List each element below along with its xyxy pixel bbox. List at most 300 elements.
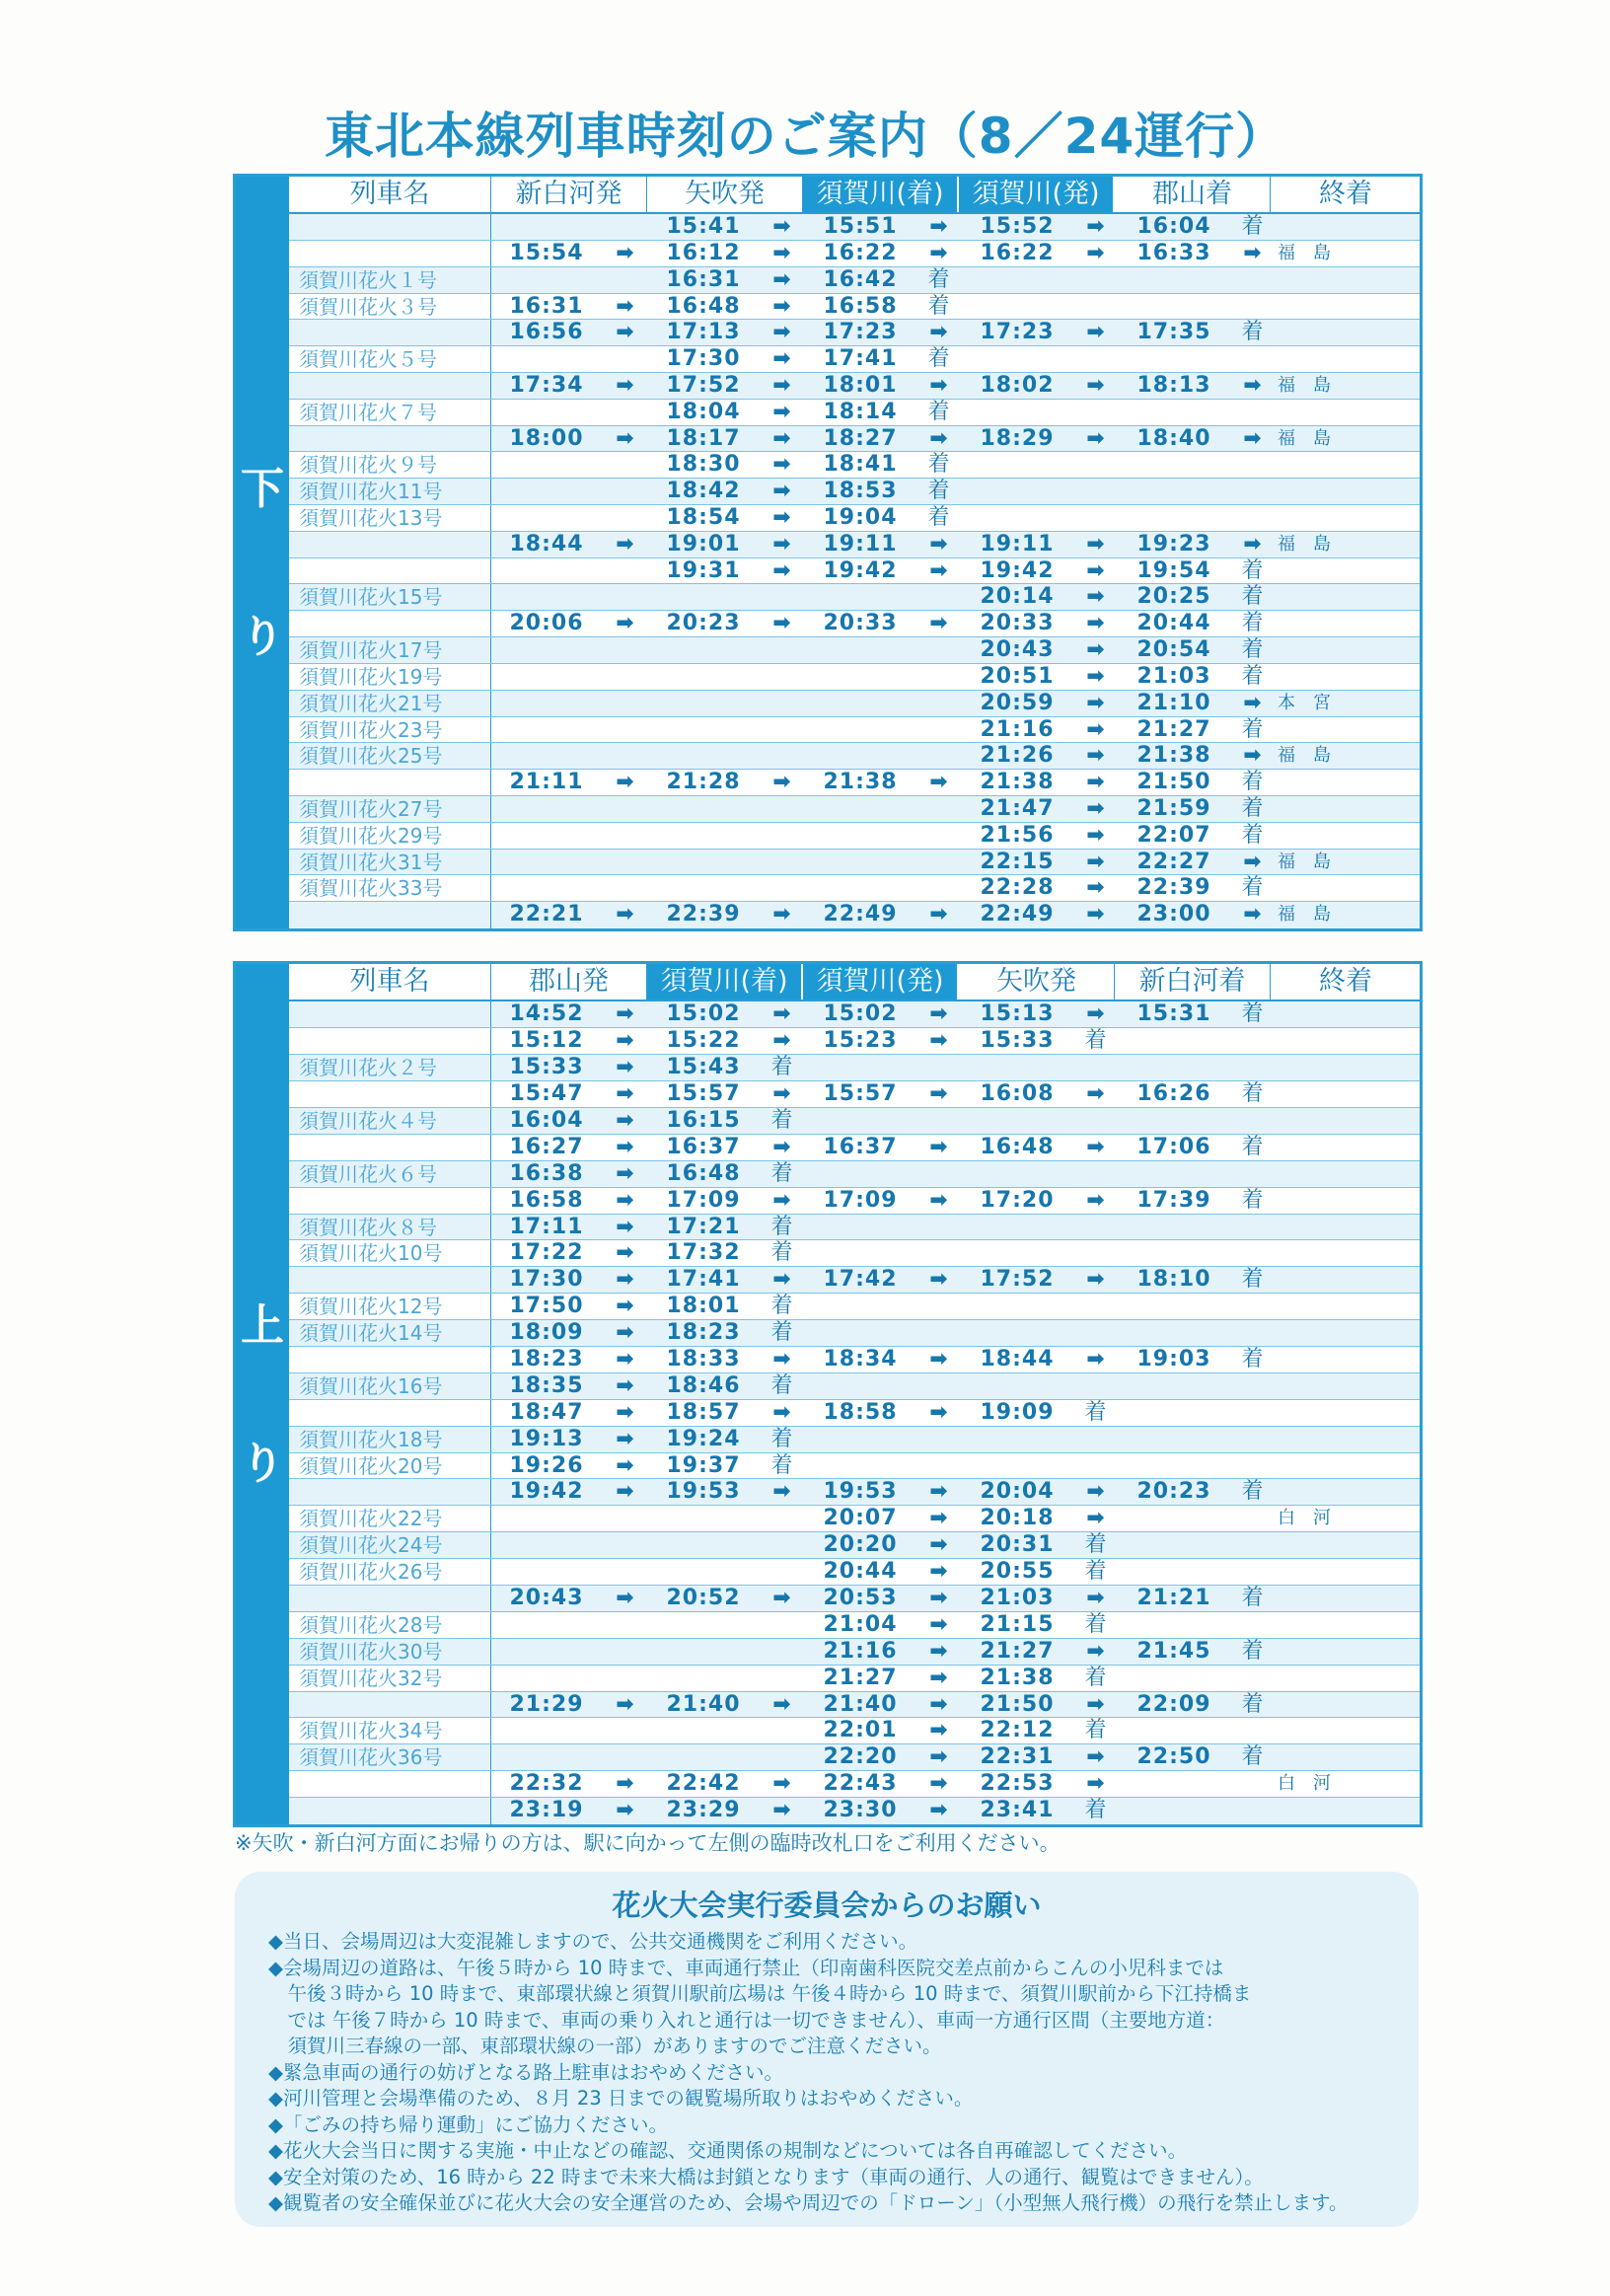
up-table-row (289, 1188, 1420, 1215)
time-cell (805, 743, 915, 769)
up-table-row (289, 1666, 1420, 1692)
arrow-icon: ➡ (929, 1134, 948, 1159)
arrow-icon: ➡ (616, 1426, 634, 1451)
time-cell: 20:18 (980, 1506, 1055, 1531)
up-table-row (289, 1215, 1420, 1241)
terminal-cell (1276, 637, 1372, 663)
up-header-cell: 新白河着 (1115, 964, 1271, 1000)
arrow-icon: ➡ (772, 1399, 791, 1425)
arrival-mark: 着 (1241, 611, 1264, 636)
arrow-icon (915, 1373, 962, 1399)
up-side-band (236, 964, 289, 1824)
arrow-icon: ➡ (1086, 716, 1105, 742)
arrow-icon: ➡ (929, 1028, 948, 1054)
time-cell: 20:55 (980, 1559, 1055, 1585)
time-cell: 17:41 (823, 346, 898, 372)
terminal-cell (1276, 1240, 1372, 1266)
arrow-icon: ➡ (1086, 637, 1105, 663)
time-cell: 16:48 (666, 1160, 741, 1186)
terminal-cell: 福 島 (1278, 242, 1331, 263)
arrow-icon: ➡ (1086, 690, 1105, 715)
down-table-row (289, 294, 1420, 321)
down-rows (289, 214, 1420, 928)
arrow-icon: ➡ (929, 240, 948, 265)
arrow-icon (1229, 479, 1276, 504)
time-cell: 21:21 (1136, 1585, 1211, 1610)
train-name: 須賀川花火26号 (289, 1559, 491, 1585)
arrow-icon (759, 1639, 805, 1665)
time-cell (1119, 346, 1229, 372)
time-cell (805, 717, 915, 743)
arrow-icon: ➡ (929, 1081, 948, 1107)
train-name: 須賀川花火18号 (289, 1427, 491, 1452)
arrival-mark: 着 (770, 1452, 793, 1478)
arrow-icon: ➡ (772, 1081, 791, 1107)
arrow-icon (602, 637, 648, 663)
notice-title: 花火大会実行委員会からのお願い (612, 1889, 1042, 1922)
time-cell: 16:37 (666, 1134, 741, 1159)
time-cell: 18:27 (823, 425, 898, 451)
arrow-icon: ➡ (616, 1798, 634, 1823)
down-table-row (289, 902, 1420, 928)
down-table-row (289, 479, 1420, 505)
time-cell: 18:33 (666, 1346, 741, 1371)
time-cell: 21:27 (980, 1638, 1055, 1664)
time-cell: 22:49 (980, 902, 1055, 927)
time-cell: 18:30 (666, 452, 741, 478)
time-cell: 21:50 (1136, 770, 1211, 795)
time-cell: 16:58 (509, 1187, 584, 1213)
down-table-row (289, 584, 1420, 611)
terminal-cell (1276, 1532, 1372, 1558)
terminal-cell (1276, 770, 1372, 795)
up-table-row (289, 1479, 1420, 1506)
up-table-row (289, 1001, 1420, 1028)
time-cell: 21:38 (980, 770, 1055, 795)
arrow-icon: ➡ (929, 1665, 948, 1690)
terminal-cell (1276, 1001, 1372, 1027)
arrow-icon: ➡ (1086, 743, 1105, 769)
arrow-icon: ➡ (772, 902, 791, 927)
time-cell: 15:31 (1136, 1001, 1211, 1027)
time-cell: 22:50 (1136, 1744, 1211, 1770)
down-table-row (289, 637, 1420, 664)
arrival-mark: 着 (1241, 770, 1264, 795)
arrow-icon (915, 1320, 962, 1346)
time-cell (962, 294, 1072, 320)
time-cell: 18:10 (1136, 1267, 1211, 1293)
time-cell: 19:31 (666, 557, 741, 583)
arrow-icon: ➡ (772, 1691, 791, 1717)
train-name (289, 1028, 491, 1054)
arrow-icon: ➡ (616, 1691, 634, 1717)
down-header-cell: 列車名 (289, 177, 491, 212)
time-cell: 21:38 (823, 770, 898, 795)
train-name: 須賀川花火34号 (289, 1718, 491, 1743)
arrival-mark: 着 (1241, 795, 1264, 821)
arrow-icon (1072, 1215, 1119, 1240)
time-cell: 17:23 (980, 320, 1055, 345)
up-table-row (289, 1612, 1420, 1639)
arrow-icon (1229, 1427, 1276, 1452)
arrow-icon: ➡ (1086, 372, 1105, 398)
time-cell: 18:13 (1136, 372, 1211, 398)
time-cell (805, 1215, 915, 1240)
time-cell: 21:04 (823, 1611, 898, 1637)
up-table-row (289, 1108, 1420, 1135)
time-cell (648, 850, 759, 875)
terminal-cell: 福 島 (1278, 533, 1331, 555)
arrow-icon (1072, 1161, 1119, 1187)
terminal-cell (1276, 558, 1372, 584)
time-cell: 18:01 (823, 372, 898, 398)
arrow-icon: ➡ (929, 902, 948, 927)
train-name (289, 1188, 491, 1214)
time-cell: 17:52 (666, 372, 741, 398)
arrow-icon: ➡ (929, 1506, 948, 1531)
time-cell (1119, 400, 1229, 425)
time-cell (805, 584, 915, 610)
time-cell: 16:31 (509, 293, 584, 319)
up-table-row (289, 1453, 1420, 1480)
arrival-mark: 着 (1241, 1744, 1264, 1770)
time-cell: 15:33 (509, 1055, 584, 1080)
time-cell: 18:53 (823, 479, 898, 504)
time-cell: 16:04 (509, 1107, 584, 1133)
time-cell: 19:03 (1136, 1346, 1211, 1371)
time-cell: 18:34 (823, 1346, 898, 1371)
time-cell (1119, 1215, 1229, 1240)
time-cell (491, 823, 602, 849)
arrow-icon: ➡ (1086, 770, 1105, 795)
terminal-cell (1276, 400, 1372, 425)
arrow-icon (759, 823, 805, 849)
time-cell: 20:23 (1136, 1479, 1211, 1505)
arrow-icon (602, 1639, 648, 1665)
time-cell (1119, 1400, 1229, 1426)
time-cell: 22:31 (980, 1744, 1055, 1770)
time-cell: 19:37 (666, 1452, 741, 1478)
time-cell: 21:10 (1136, 690, 1211, 715)
time-cell (1119, 1373, 1229, 1399)
time-cell (805, 1453, 915, 1479)
time-cell: 20:31 (980, 1532, 1055, 1558)
time-cell: 16:48 (666, 293, 741, 319)
time-cell (491, 558, 602, 584)
down-header-cell: 終着 (1319, 179, 1372, 209)
terminal-cell (1276, 823, 1372, 849)
arrow-icon: ➡ (929, 557, 948, 583)
time-cell: 21:47 (980, 795, 1055, 821)
time-cell: 16:48 (980, 1134, 1055, 1159)
arrival-mark: 着 (1241, 1267, 1264, 1293)
time-cell: 20:33 (823, 611, 898, 636)
arrow-icon (759, 664, 805, 690)
time-cell: 15:52 (980, 214, 1055, 240)
arrow-icon: ➡ (616, 1081, 634, 1107)
train-name (289, 373, 491, 399)
arrow-icon (602, 850, 648, 875)
terminal-cell: 本 宮 (1278, 692, 1331, 713)
time-cell: 21:11 (509, 770, 584, 795)
train-name: 須賀川花火25号 (289, 743, 491, 769)
up-rows (289, 1001, 1420, 1824)
terminal-cell (1276, 1320, 1372, 1346)
arrival-mark: 着 (1241, 1346, 1264, 1371)
arrow-icon: ➡ (1086, 875, 1105, 901)
notice-item: ◆花火大会当日に関する実施・中止などの確認、交通関係の規制などについては各自再確認してください。 (268, 2139, 1188, 2162)
up-table-row (289, 1532, 1420, 1559)
arrow-icon (602, 875, 648, 901)
arrow-icon: ➡ (616, 320, 634, 345)
notice-item: では 午後７時から 10 時まで、車両の乗り入れと通行は一切できません）、車両一方通行区間（主要地方道： (268, 2008, 1225, 2032)
arrow-icon: ➡ (772, 1798, 791, 1823)
arrow-icon (1229, 346, 1276, 372)
arrow-icon: ➡ (1086, 240, 1105, 265)
arrow-icon: ➡ (1243, 372, 1262, 398)
arrow-icon (1229, 452, 1276, 478)
time-cell: 18:44 (980, 1346, 1055, 1371)
time-cell: 17:32 (666, 1240, 741, 1266)
terminal-cell (1276, 1055, 1372, 1080)
train-name (289, 1081, 491, 1107)
arrow-icon: ➡ (616, 1346, 634, 1371)
notice-box (235, 1872, 1419, 2227)
arrow-icon (1229, 1666, 1276, 1691)
time-cell: 21:40 (666, 1691, 741, 1717)
down-table-row (289, 770, 1420, 796)
arrow-icon: ➡ (616, 1240, 634, 1266)
time-cell: 16:58 (823, 293, 898, 319)
arrival-mark: 着 (1241, 822, 1264, 848)
arrow-icon (602, 1666, 648, 1691)
arrow-icon: ➡ (1086, 902, 1105, 927)
train-name: 須賀川花火５号 (289, 346, 491, 372)
terminal-cell (1276, 796, 1372, 822)
time-cell (1119, 1612, 1229, 1638)
arrow-icon: ➡ (772, 346, 791, 372)
arrow-icon (915, 796, 962, 822)
arrow-icon (915, 1055, 962, 1080)
time-cell (1119, 1798, 1229, 1824)
up-table-row (289, 1744, 1420, 1771)
arrow-icon: ➡ (772, 479, 791, 504)
up-table-row (289, 1294, 1420, 1320)
arrow-icon (1229, 1108, 1276, 1134)
arrow-icon: ➡ (1243, 240, 1262, 265)
time-cell (491, 1559, 602, 1585)
time-cell (648, 823, 759, 849)
time-cell (805, 664, 915, 690)
time-cell (1119, 1532, 1229, 1558)
time-cell (962, 1294, 1072, 1319)
time-cell: 17:34 (509, 372, 584, 398)
arrow-icon: ➡ (929, 1399, 948, 1425)
arrow-icon (915, 691, 962, 716)
time-cell: 18:14 (823, 399, 898, 424)
time-cell: 21:38 (1136, 743, 1211, 769)
time-cell (491, 267, 602, 293)
time-cell (962, 479, 1072, 504)
arrival-mark: 着 (1241, 637, 1264, 663)
time-cell: 19:53 (823, 1479, 898, 1505)
arrow-icon: ➡ (1086, 1771, 1105, 1797)
arrow-icon (1229, 1400, 1276, 1426)
arrow-icon (915, 1108, 962, 1134)
time-cell (805, 1373, 915, 1399)
down-header (289, 177, 1420, 214)
time-cell: 20:59 (980, 690, 1055, 715)
arrow-icon: ➡ (1086, 1081, 1105, 1107)
arrow-icon: ➡ (1243, 425, 1262, 451)
terminal-cell: 福 島 (1278, 427, 1331, 449)
arrival-mark: 着 (1241, 1691, 1264, 1717)
notice-item: ◆観覧者の安全確保並びに花火大会の安全運営のため、会場や周辺での「ドローン」（小型無人飛行機）の飛行を禁止します。 (268, 2191, 1349, 2214)
arrow-icon (1229, 1771, 1276, 1797)
arrow-icon (1229, 1055, 1276, 1080)
arrow-icon (602, 505, 648, 531)
time-cell: 15:57 (823, 1081, 898, 1107)
train-name: 須賀川花火４号 (289, 1108, 491, 1134)
terminal-cell (1276, 1188, 1372, 1214)
arrow-icon (915, 875, 962, 901)
time-cell: 15:43 (666, 1055, 741, 1080)
train-name (289, 611, 491, 636)
time-cell (805, 850, 915, 875)
down-table-row (289, 691, 1420, 717)
train-name: 須賀川花火24号 (289, 1532, 491, 1558)
down-table-row (289, 850, 1420, 876)
arrow-icon: ➡ (616, 425, 634, 451)
arrow-icon (1229, 1373, 1276, 1399)
time-cell (1119, 294, 1229, 320)
arrow-icon (602, 1612, 648, 1638)
time-cell: 17:42 (823, 1267, 898, 1293)
arrow-icon: ➡ (772, 425, 791, 451)
time-cell (1119, 1294, 1229, 1319)
arrow-icon: ➡ (616, 293, 634, 319)
time-cell: 18:09 (509, 1320, 584, 1346)
arrow-icon (759, 1532, 805, 1558)
train-name: 須賀川花火８号 (289, 1215, 491, 1240)
up-table-row (289, 1267, 1420, 1294)
up-table-row (289, 1771, 1420, 1798)
arrival-mark: 着 (927, 293, 950, 319)
time-cell (648, 1532, 759, 1558)
terminal-cell (1276, 1692, 1372, 1718)
arrow-icon (602, 717, 648, 743)
arrow-icon (602, 796, 648, 822)
up-table-row (289, 1400, 1420, 1427)
up-table-row (289, 1347, 1420, 1373)
time-cell (491, 452, 602, 478)
arrow-icon (915, 1453, 962, 1479)
train-name (289, 1692, 491, 1718)
arrival-mark: 着 (1241, 1585, 1264, 1610)
terminal-cell (1276, 1108, 1372, 1134)
time-cell (491, 1612, 602, 1638)
arrival-mark: 着 (770, 1055, 793, 1080)
terminal-cell (1276, 1427, 1372, 1452)
down-table-row (289, 241, 1420, 267)
time-cell: 16:27 (509, 1134, 584, 1159)
arrival-mark: 着 (1241, 1638, 1264, 1664)
down-table-row (289, 823, 1420, 850)
time-cell: 15:22 (666, 1028, 741, 1054)
arrow-icon: ➡ (1243, 743, 1262, 769)
up-table-row (289, 1639, 1420, 1666)
time-cell (962, 1161, 1072, 1187)
arrow-icon: ➡ (616, 1107, 634, 1133)
time-cell (491, 1744, 602, 1770)
time-cell: 17:30 (509, 1267, 584, 1293)
arrow-icon: ➡ (772, 214, 791, 240)
arrow-icon: ➡ (772, 266, 791, 292)
time-cell: 19:42 (823, 557, 898, 583)
train-name (289, 1001, 491, 1027)
up-timetable (233, 961, 1423, 1827)
arrow-icon (1229, 1215, 1276, 1240)
time-cell: 18:01 (666, 1294, 741, 1319)
arrival-mark: 着 (770, 1426, 793, 1451)
time-cell (962, 1215, 1072, 1240)
train-name: 須賀川花火15号 (289, 584, 491, 610)
arrow-icon: ➡ (772, 1001, 791, 1027)
time-cell: 17:09 (823, 1187, 898, 1213)
time-cell: 18:46 (666, 1372, 741, 1398)
arrow-icon: ➡ (1243, 902, 1262, 927)
arrow-icon (915, 1294, 962, 1319)
terminal-cell: 福 島 (1278, 374, 1331, 396)
time-cell (962, 400, 1072, 425)
arrow-icon: ➡ (616, 240, 634, 265)
arrow-icon: ➡ (1086, 822, 1105, 848)
train-name (289, 1771, 491, 1797)
time-cell: 18:23 (509, 1346, 584, 1371)
train-name: 須賀川花火７号 (289, 400, 491, 425)
arrow-icon (759, 637, 805, 663)
time-cell: 21:56 (980, 822, 1055, 848)
time-cell (1119, 1161, 1229, 1187)
train-name: 須賀川花火12号 (289, 1294, 491, 1319)
arrow-icon: ➡ (616, 1055, 634, 1080)
arrow-icon (915, 1427, 962, 1452)
arrow-icon: ➡ (616, 1771, 634, 1797)
down-table-row (289, 214, 1420, 241)
arrow-icon (915, 1240, 962, 1266)
arrow-icon: ➡ (1086, 1267, 1105, 1293)
arrow-icon: ➡ (616, 1452, 634, 1478)
arrow-icon (759, 1744, 805, 1770)
down-header-cell: 郡山着 (1115, 177, 1271, 212)
train-name (289, 1400, 491, 1426)
time-cell: 21:45 (1136, 1638, 1211, 1664)
time-cell: 20:54 (1136, 637, 1211, 663)
train-name: 須賀川花火２号 (289, 1055, 491, 1080)
arrow-icon (602, 346, 648, 372)
time-cell: 20:43 (980, 637, 1055, 663)
arrow-icon: ➡ (929, 1346, 948, 1371)
time-cell (962, 267, 1072, 293)
arrow-icon: ➡ (616, 1399, 634, 1425)
arrow-icon: ➡ (772, 452, 791, 478)
arrow-icon (915, 584, 962, 610)
arrow-icon (915, 823, 962, 849)
time-cell (491, 691, 602, 716)
time-cell: 18:47 (509, 1399, 584, 1425)
arrival-mark: 着 (927, 346, 950, 372)
arrow-icon: ➡ (1086, 1744, 1105, 1770)
